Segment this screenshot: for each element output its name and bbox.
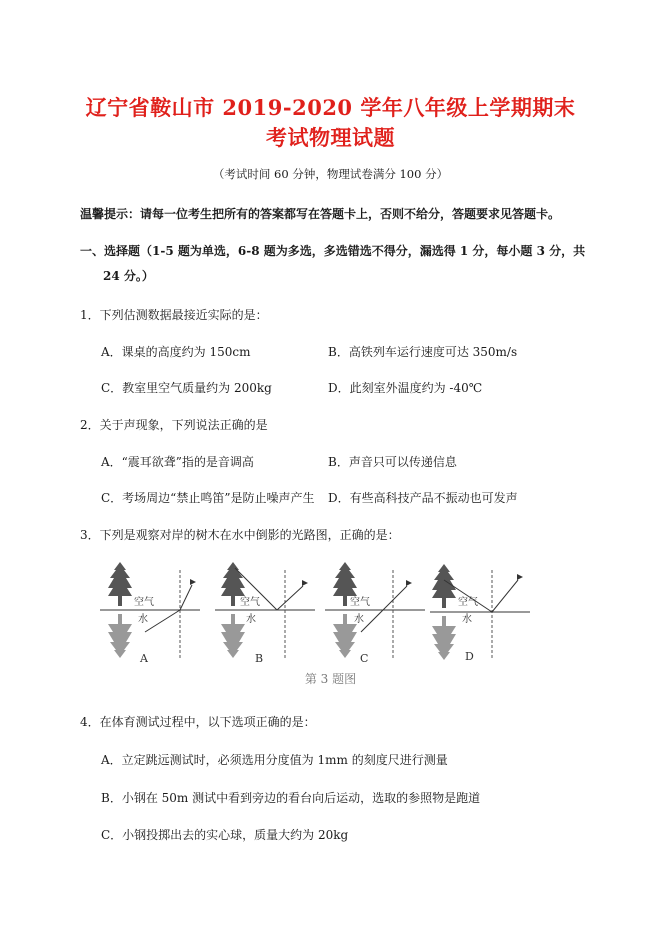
water-label-a: 水 [138,614,148,625]
panel-label-c: C [360,652,369,665]
q4-option-c: C．小钢投掷出去的实心球，质量大约为 20kg [101,828,349,842]
water-label-b: 水 [246,614,256,625]
panel-a [100,562,200,660]
q2-option-c: C．考场周边“禁止鸣笛”是防止噪声产生 [101,491,315,505]
panel-d [430,564,530,660]
q1-option-c: C．教室里空气质量约为 200kg [101,381,272,395]
panel-c [325,562,425,660]
panel-label-a: A [140,652,148,665]
q1-option-a: A．课桌的高度约为 150cm [101,345,251,359]
air-label-c: 空气 [350,597,370,608]
air-label-a: 空气 [134,597,154,608]
question-4-stem: 4．在体育测试过程中，以下选项正确的是： [80,715,316,729]
notice-tip: 温馨提示：请每一位考生把所有的答案都写在答题卡上，否则不给分，答题要求见答题卡。 [80,207,561,221]
q1-option-b: B．高铁列车运行速度可达 350m/s [328,345,518,359]
water-label-d: 水 [462,614,472,625]
section-heading-line1: 一、选择题（1-5 题为单选，6-8 题为多选，多选错选不得分，漏选得 1 分，每小题 3 分，共 [80,244,586,258]
water-label-c: 水 [354,614,364,625]
question-2-stem: 2．关于声现象，下列说法正确的是 [80,418,268,432]
panel-label-b: B [255,652,264,665]
q4-option-a: A．立定跳远测试时，必须选用分度值为 1mm 的刻度尺进行测量 [101,753,448,767]
panel-b [215,562,315,660]
air-label-d: 空气 [458,597,478,608]
exam-subtitle: （考试时间 60 分钟，物理试卷满分 100 分） [212,167,449,181]
q2-option-a: A．“震耳欲聋”指的是音调高 [101,455,254,469]
air-label-b: 空气 [240,597,260,608]
q4-option-b: B．小钢在 50m 测试中看到旁边的看台向后运动，选取的参照物是跑道 [101,791,481,805]
q2-option-b: B．声音只可以传递信息 [328,455,457,469]
panel-label-d: D [465,650,474,663]
title-line2: 考试物理试题 [266,125,395,150]
question-3-stem: 3．下列是观察对岸的树木在水中倒影的光路图，正确的是： [80,528,400,542]
q2-option-d: D．有些高科技产品不振动也可发声 [328,491,518,505]
q3-figure-caption: 第 3 题图 [304,672,357,686]
title-line1: 辽宁省鞍山市 2019-2020 学年八年级上学期期末 [85,95,576,120]
section-heading-line2: 24 分。） [103,269,154,283]
question-1-stem: 1．下列估测数据最接近实际的是： [80,308,268,322]
q1-option-d: D．此刻室外温度约为 -40℃ [328,381,483,395]
